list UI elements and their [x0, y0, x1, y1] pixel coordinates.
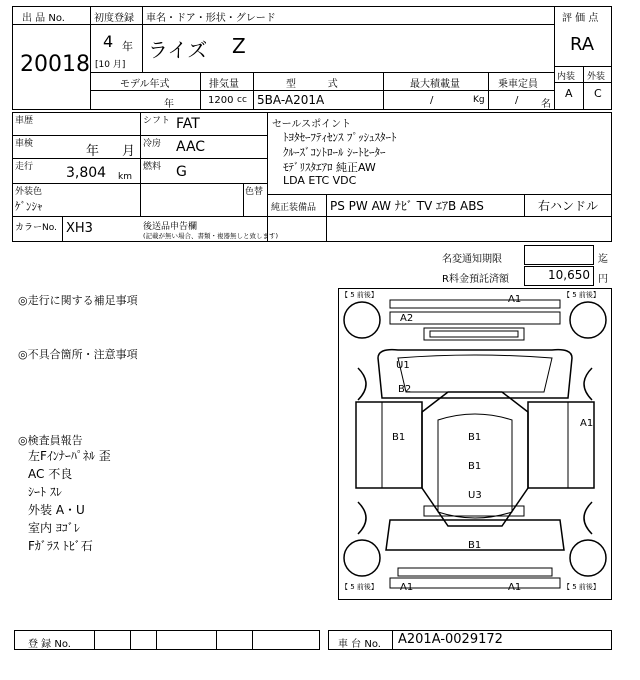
name-change-label: 名変通知期限	[442, 254, 502, 265]
first-reg-month: [10 月]	[95, 60, 126, 70]
car-damage-diagram	[338, 288, 612, 600]
mark-roof-rear: U3	[468, 490, 482, 501]
mark-left-door: B1	[392, 432, 406, 443]
mark-rear-left: A1	[400, 582, 414, 593]
chassis-label: 車 台 No.	[338, 639, 381, 650]
max-load-sep: /	[430, 95, 434, 106]
tire-tread-rear-left: 【 5 前後】	[341, 583, 378, 591]
exterior-color-value: ｹﾞﾝｼｬ	[15, 200, 43, 213]
sales-point-line-2: ｸﾙｰｽﾞｺﾝﾄﾛｰﾙ ｼｰﾄﾋｰﾀｰ	[283, 146, 386, 159]
car-name: ライズ	[148, 38, 208, 62]
tire-tread-front-right: 【 5 前後】	[563, 291, 600, 299]
inspector-line-3: ｼｰﾄ ｽﾚ	[28, 485, 62, 499]
recycle-value: 10,650	[548, 268, 590, 282]
rating-label: 評 価 点	[562, 13, 599, 24]
interior-label: 内装	[557, 72, 576, 82]
first-reg-year-unit: 年	[122, 40, 133, 53]
inspector-line-5: 室内 ﾖｺﾞﾚ	[28, 521, 80, 535]
sales-point-line-4: LDA ETC VDC	[283, 174, 357, 187]
post-declaration-label: 後送品申告欄	[143, 222, 198, 232]
inspection-label: 車検	[15, 139, 34, 149]
exterior-grade: C	[594, 87, 602, 100]
model-label: 型 式	[286, 79, 338, 90]
front-grille	[390, 312, 560, 324]
car-grade: Z	[232, 34, 246, 58]
history-label: 車歴	[15, 116, 34, 126]
first-reg-year: 4	[103, 32, 114, 51]
color-no-value: XH3	[66, 221, 93, 236]
wheel-front-left	[344, 302, 380, 338]
mileage-label: 走行	[15, 162, 34, 172]
body-right	[528, 402, 594, 488]
sales-point-line-3: ﾓﾃﾞﾘｽﾀｴｱﾛ 純正AW	[283, 161, 376, 174]
mark-right-side: A1	[580, 418, 594, 429]
driving-notes-label: ◎走行に関する補足事項	[18, 294, 138, 307]
sales-points-label: セールスポイント	[272, 119, 352, 130]
mileage-unit: km	[118, 172, 132, 182]
displacement: 1200	[208, 95, 234, 106]
front-bumper	[390, 300, 560, 308]
fuel-label: 燃料	[143, 162, 162, 172]
mark-front-bumper: A1	[508, 294, 522, 305]
lot-no-label: 出 品 No.	[22, 13, 65, 24]
displacement-label: 排気量	[209, 79, 239, 90]
inspector-line-4: 外装 A・U	[28, 503, 85, 517]
rear-bumper	[390, 578, 560, 588]
color-change-label: 色替	[245, 187, 264, 197]
wheel-front-right	[570, 302, 606, 338]
capacity-unit: 名	[541, 99, 551, 110]
mark-left-front: A2	[400, 313, 414, 324]
mileage-value: 3,804	[66, 165, 107, 181]
fuel-value: G	[176, 164, 187, 180]
chassis-number: A201A-0029172	[398, 632, 503, 647]
lot-no: 20018	[20, 52, 90, 77]
inspector-label: ◎検査員報告	[18, 434, 83, 447]
exterior-color-label: 外装色	[15, 187, 43, 197]
inspection-year-unit: 年	[86, 144, 100, 159]
mark-u1: U1	[396, 360, 410, 371]
displacement-unit: cc	[237, 95, 247, 105]
inspector-line-2: AC 不良	[28, 467, 73, 481]
max-load-label: 最大積載量	[410, 79, 460, 90]
defects-label: ◎不具合箇所・注意事項	[18, 348, 138, 361]
recycle-unit: 円	[598, 274, 608, 285]
steering: 右ハンドル	[538, 199, 599, 213]
mark-rear-bumper: A1	[508, 582, 522, 593]
color-no-label: カラーNo.	[15, 223, 57, 233]
tire-tread-rear-right: 【 5 前後】	[563, 583, 600, 591]
first-reg-label: 初度登録	[94, 13, 134, 24]
post-declaration-note: (記載が無い場合、書類・複器無しと致します)	[143, 232, 279, 240]
max-load-unit: Kg	[473, 95, 485, 105]
wheel-rear-left	[344, 540, 380, 576]
model-year-label: モデル年式	[120, 79, 170, 90]
inspector-line-1: 左Fｲﾝﾅｰﾊﾟﾈﾙ 歪	[28, 449, 111, 463]
mark-roof-front: B1	[468, 432, 482, 443]
ac-value: AAC	[176, 139, 206, 155]
body-left	[356, 402, 422, 488]
equipment-value: PS PW AW ﾅﾋﾞ TV ｴｱB ABS	[330, 199, 484, 213]
rating: RA	[570, 34, 595, 55]
wheel-rear-right	[570, 540, 606, 576]
car-name-label: 車名・ドア・形状・グレード	[146, 13, 276, 24]
equipment-label: 純正装備品	[271, 203, 317, 213]
ac-label: 冷房	[143, 139, 162, 149]
interior-grade: A	[565, 87, 573, 100]
model-code: 5BA-A201A	[257, 93, 325, 107]
exterior-label: 外装	[587, 72, 606, 82]
mark-b2: B2	[398, 384, 412, 395]
inspector-line-6: Fｶﾞﾗｽ ﾄﾋﾞ石	[28, 539, 93, 553]
mark-roof-mid: B1	[468, 461, 482, 472]
name-change-unit: 迄	[598, 254, 608, 265]
shift-value: FAT	[176, 116, 200, 132]
capacity-label: 乗車定員	[498, 79, 538, 90]
recycle-label: R料金預託済額	[442, 274, 509, 285]
tire-tread-front-left: 【 5 前後】	[341, 291, 378, 299]
name-change-box	[524, 245, 594, 265]
sales-point-line-1: ﾄﾖﾀｾｰﾌﾃｨｾﾝｽ ﾌﾟｯｼｭｽﾀｰﾄ	[283, 131, 397, 144]
mark-trunk: B1	[468, 540, 482, 551]
shift-label: シフト	[143, 116, 171, 126]
model-year-unit: 年	[164, 99, 174, 110]
capacity-sep: /	[515, 95, 519, 106]
registration-label: 登 録 No.	[28, 639, 71, 650]
inspection-month-unit: 月	[122, 144, 136, 159]
